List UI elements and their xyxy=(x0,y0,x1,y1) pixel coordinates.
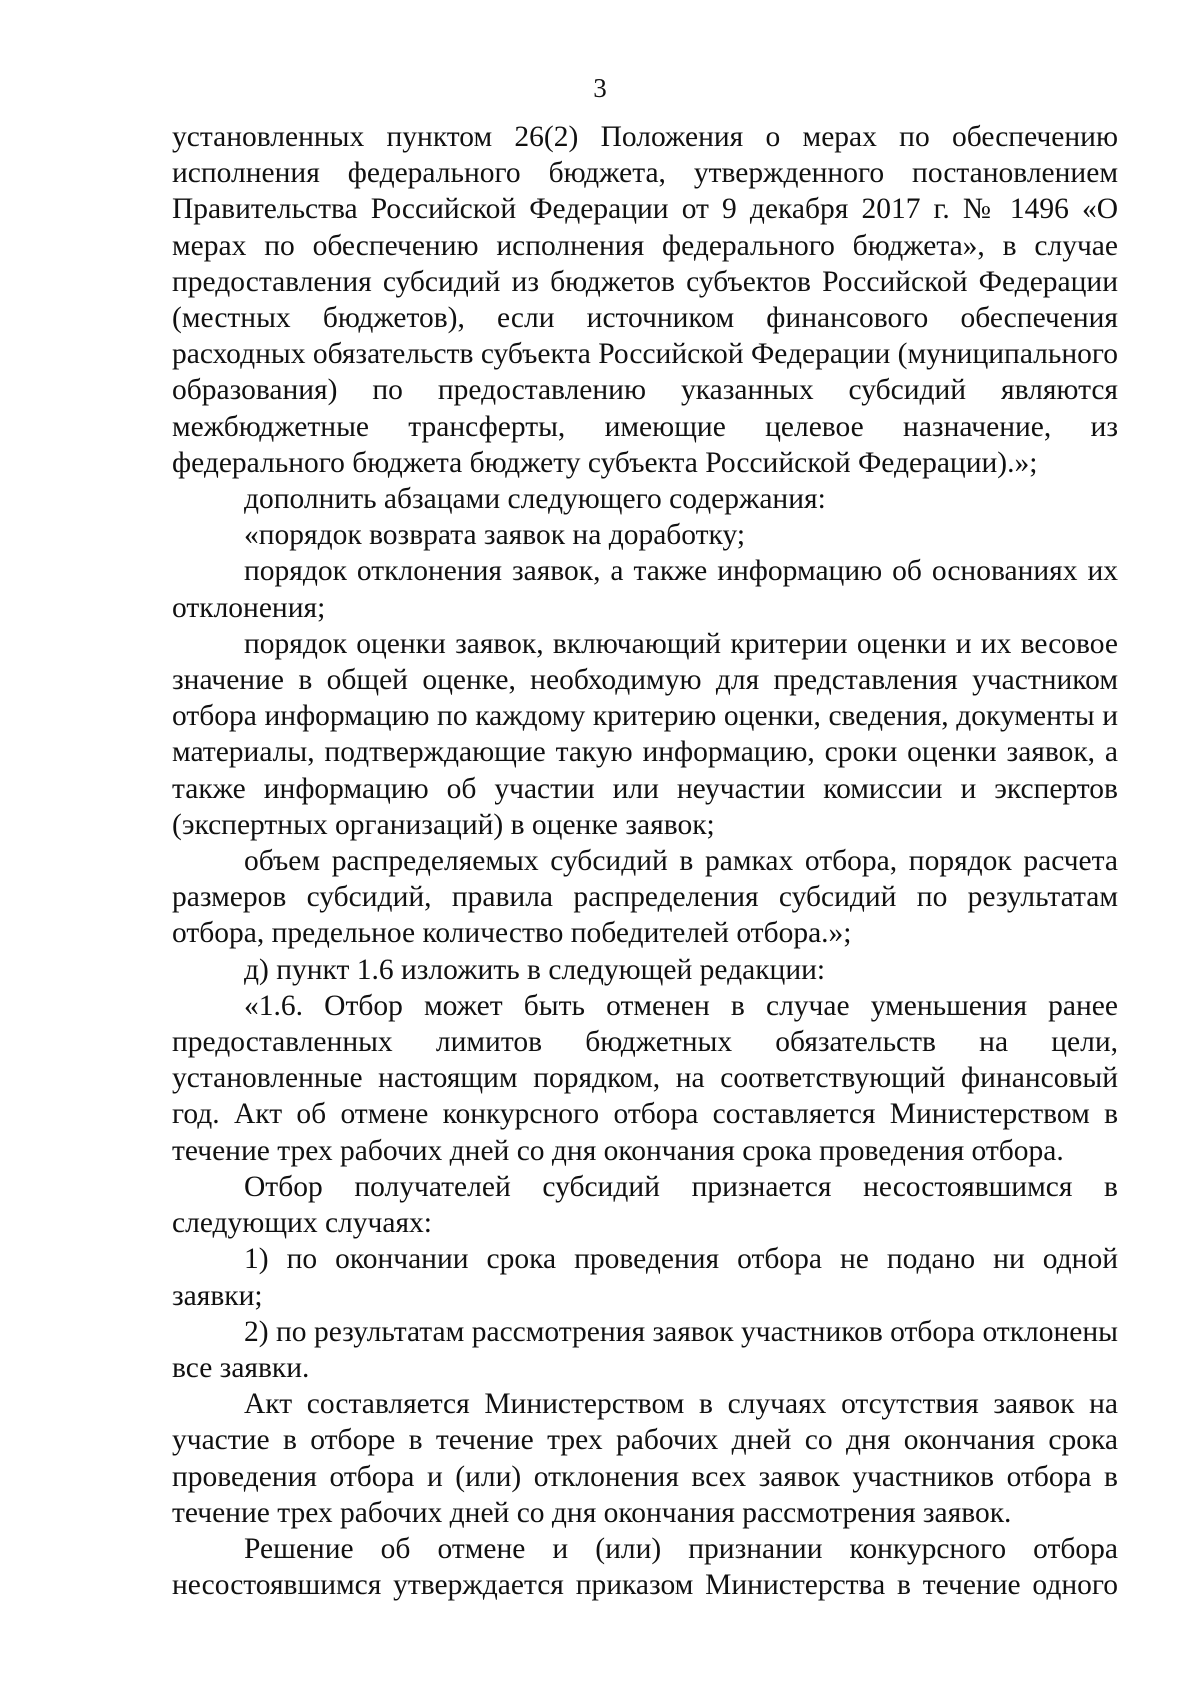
paragraph-item-1-6: «1.6. Отбор может быть отменен в случае уменьшения ранее предоставленных лимитов бюджетных обязательств на цели, установленные настоящим порядком, на соответствующий финансовый год. Акт об отмене конкурсного отбора составляется Министерством в течение трех рабочих дней со дня окончания срока проведения отбора. xyxy=(172,989,1118,1167)
paragraph-failed-selection: Отбор получателей субсидий признается несостоявшимся в следующих случаях: xyxy=(172,1170,1118,1240)
paragraph-continuation: установленных пунктом 26(2) Положения о мерах по обеспечению исполнения федерального бюджета, утвержденного постановлением Правительства Российской Федерации от 9 декабря 2017 г. № 1496 «О мерах по обеспечению исполнения федерального бюджета», в случае предоставления субсидий из бюджетов субъектов Российской Федерации (местных бюджетов), если источником финансового обеспечения расходных обязательств субъекта Российской Федерации (муниципального образования) по предоставлению указанных субсидий являются межбюджетные трансферты, имеющие целевое назначение, из федерального бюджета бюджету субъекта Российской Федерации).»; xyxy=(172,121,1119,479)
paragraph-instruction-add-paragraphs: дополнить абзацами следующего содержания: xyxy=(244,483,826,516)
paragraph-act-drafting: Акт составляется Министерством в случаях отсутствия заявок на участие в отборе в течение трех рабочих дней со дня окончания срока проведения отбора и (или) отклонения всех заявок участников отбора в течение трех рабочих дней со дня окончания рассмотрения заявок. xyxy=(172,1388,1118,1529)
paragraph-rejection-procedure: порядок отклонения заявок, а также информацию об основаниях их отклонения; xyxy=(172,555,1118,624)
paragraph-case-1: 1) по окончании срока проведения отбора не подано ни одной заявки; xyxy=(172,1243,1118,1312)
paragraph-instruction-item-1-6: д) пункт 1.6 изложить в следующей редакции: xyxy=(244,953,826,986)
paragraph-decision: Решение об отмене и (или) признании конкурсного отбора несостоявшимся утверждается приказом Министерства в течение одного xyxy=(172,1532,1118,1602)
document-body xyxy=(172,119,1118,1603)
paragraph-evaluation-procedure: порядок оценки заявок, включающий критерии оценки и их весовое значение в общей оценке, необходимую для представления участником отбора информацию по каждому критерию оценки, сведения, документы и материалы, подтверждающие такую информацию, сроки оценки заявок, а также информацию об участии или неучастии комиссии и экспертов (экспертных организаций) в оценке заявок; xyxy=(172,627,1118,841)
paragraph-return-procedure: «порядок возврата заявок на доработку; xyxy=(244,519,746,552)
paragraph-subsidy-volume: объем распределяемых субсидий в рамках отбора, порядок расчета размеров субсидий, правила распределения субсидий по результатам отбора, предельное количество победителей отбора.»; xyxy=(172,845,1118,950)
paragraph-case-2: 2) по результатам рассмотрения заявок участников отбора отклонены все заявки. xyxy=(172,1315,1118,1384)
page-number: 3 xyxy=(593,73,607,103)
